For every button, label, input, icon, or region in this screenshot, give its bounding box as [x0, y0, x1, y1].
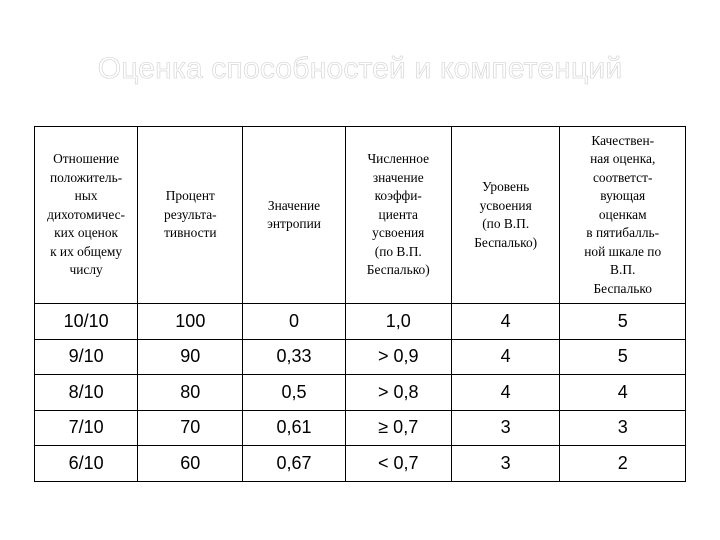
cell-grade: 3 [560, 410, 686, 446]
cell-level: 3 [451, 446, 560, 482]
table-row [35, 375, 686, 411]
cell-coefficient: ≥ 0,7 [345, 410, 451, 446]
cell-ratio: 9/10 [35, 339, 138, 375]
cell-percent: 80 [138, 375, 243, 411]
cell-coefficient: > 0,9 [345, 339, 451, 375]
cell-level: 4 [451, 304, 560, 340]
header-label-entropy: Значение энтропии [267, 197, 321, 231]
cell-coefficient: < 0,7 [345, 446, 451, 482]
cell-coefficient: 1,0 [345, 304, 451, 340]
header-cell-percent [138, 127, 243, 304]
cell-level: 3 [451, 410, 560, 446]
cell-grade: 4 [560, 375, 686, 411]
cell-entropy: 0,33 [243, 339, 345, 375]
header-label-ratio: Отношение положитель- ных дихотомичес- ких оценок к их общему числу [47, 151, 126, 278]
table-row [35, 304, 686, 340]
cell-percent: 70 [138, 410, 243, 446]
cell-entropy: 0,5 [243, 375, 345, 411]
header-label-percent: Процент результа- тивности [164, 188, 217, 241]
header-label-level: Уровень усвоения (по В.П. Беспалько) [474, 179, 538, 250]
cell-percent: 90 [138, 339, 243, 375]
cell-ratio: 6/10 [35, 446, 138, 482]
cell-ratio: 8/10 [35, 375, 138, 411]
header-cell-ratio [35, 127, 138, 304]
table-row [35, 339, 686, 375]
cell-level: 4 [451, 339, 560, 375]
slide-title: Оценка способностей и компетенций [97, 52, 623, 85]
cell-level: 4 [451, 375, 560, 411]
table-header-row [35, 127, 686, 304]
cell-percent: 100 [138, 304, 243, 340]
cell-grade: 2 [560, 446, 686, 482]
header-cell-grade [560, 127, 686, 304]
header-cell-level [451, 127, 560, 304]
cell-entropy: 0,67 [243, 446, 345, 482]
cell-grade: 5 [560, 339, 686, 375]
header-cell-coefficient [345, 127, 451, 304]
header-cell-entropy [243, 127, 345, 304]
cell-percent: 60 [138, 446, 243, 482]
cell-ratio: 10/10 [35, 304, 138, 340]
header-label-coefficient: Численное значение коэффи- циента усвоения (по В.П. Беспалько) [366, 151, 430, 278]
header-label-grade: Качествен- ная оценка, соответст- вующая оценкам в пятибалль- ной шкале по В.П. Беспалько [584, 132, 662, 296]
cell-coefficient: > 0,8 [345, 375, 451, 411]
cell-entropy: 0 [243, 304, 345, 340]
cell-grade: 5 [560, 304, 686, 340]
table-row [35, 410, 686, 446]
cell-ratio: 7/10 [35, 410, 138, 446]
assessment-table [34, 126, 686, 482]
table-row [35, 446, 686, 482]
cell-entropy: 0,61 [243, 410, 345, 446]
